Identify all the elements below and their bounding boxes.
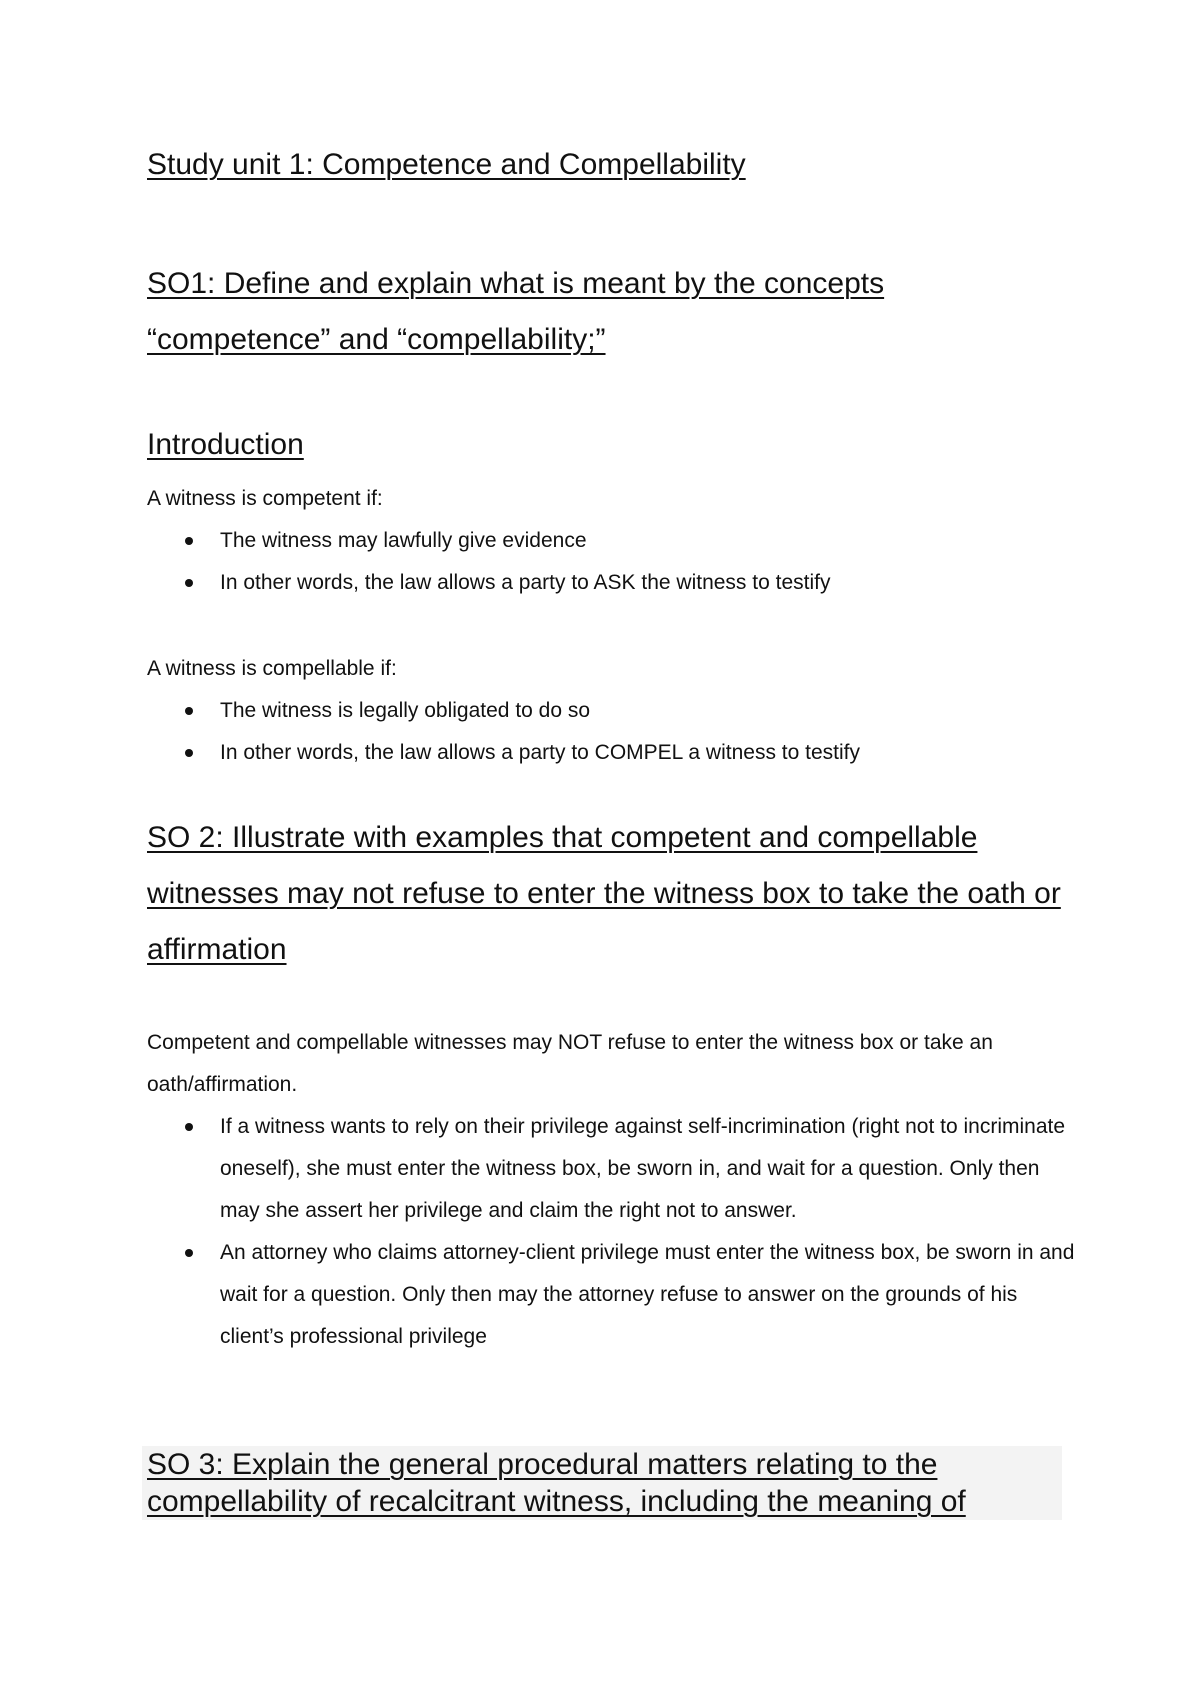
- bullet-icon: [185, 707, 193, 715]
- so2-paragraph: Competent and compellable witnesses may NOT refuse to enter the witness box or take an oath/affirmation.: [147, 1031, 993, 1096]
- list-item-text: An attorney who claims attorney-client privilege must enter the witness box, be sworn in and wait for a question. Only then may the attorney refuse to answer on the grounds of his client’s professional privilege: [220, 1241, 1075, 1348]
- list-item: [147, 562, 830, 604]
- so2-heading: SO 2: Illustrate with examples that competent and compellable witnesses may not refuse to enter the witness box to take the oath or affirmation: [147, 821, 1061, 966]
- so3-heading: SO 3: Explain the general procedural matters relating to the compellability of recalcitrant witness, including the meaning of: [147, 1448, 966, 1518]
- list-item: [147, 520, 830, 562]
- list-item-text: If a witness wants to rely on their privilege against self-incrimination (right not to incriminate oneself), she must enter the witness box, be sworn in, and wait for a question. Only then may she assert her privilege and claim the right not to answer.: [220, 1115, 1066, 1222]
- competent-list: [147, 520, 830, 604]
- list-item: [147, 1106, 1077, 1232]
- bullet-icon: [185, 1123, 193, 1131]
- list-item-text: In other words, the law allows a party to COMPEL a witness to testify: [220, 741, 860, 764]
- list-item: [147, 690, 860, 732]
- bullet-icon: [185, 537, 193, 545]
- list-item-text: The witness may lawfully give evidence: [220, 529, 587, 552]
- compellable-list: [147, 690, 860, 774]
- list-item-text: In other words, the law allows a party to ASK the witness to testify: [220, 571, 831, 594]
- list-item: [147, 732, 860, 774]
- list-item-text: The witness is legally obligated to do so: [220, 699, 591, 722]
- bullet-icon: [185, 1249, 193, 1257]
- competent-intro: A witness is competent if:: [147, 487, 383, 510]
- compellable-intro: A witness is compellable if:: [147, 657, 397, 680]
- list-item: [147, 1232, 1077, 1358]
- bullet-icon: [185, 749, 193, 757]
- so1-heading: SO1: Define and explain what is meant by the concepts “competence” and “compellability;”: [147, 267, 885, 356]
- introduction-heading: Introduction: [147, 428, 304, 461]
- so2-list: [147, 1106, 1077, 1358]
- document-title: Study unit 1: Competence and Compellability: [147, 148, 746, 181]
- bullet-icon: [185, 579, 193, 587]
